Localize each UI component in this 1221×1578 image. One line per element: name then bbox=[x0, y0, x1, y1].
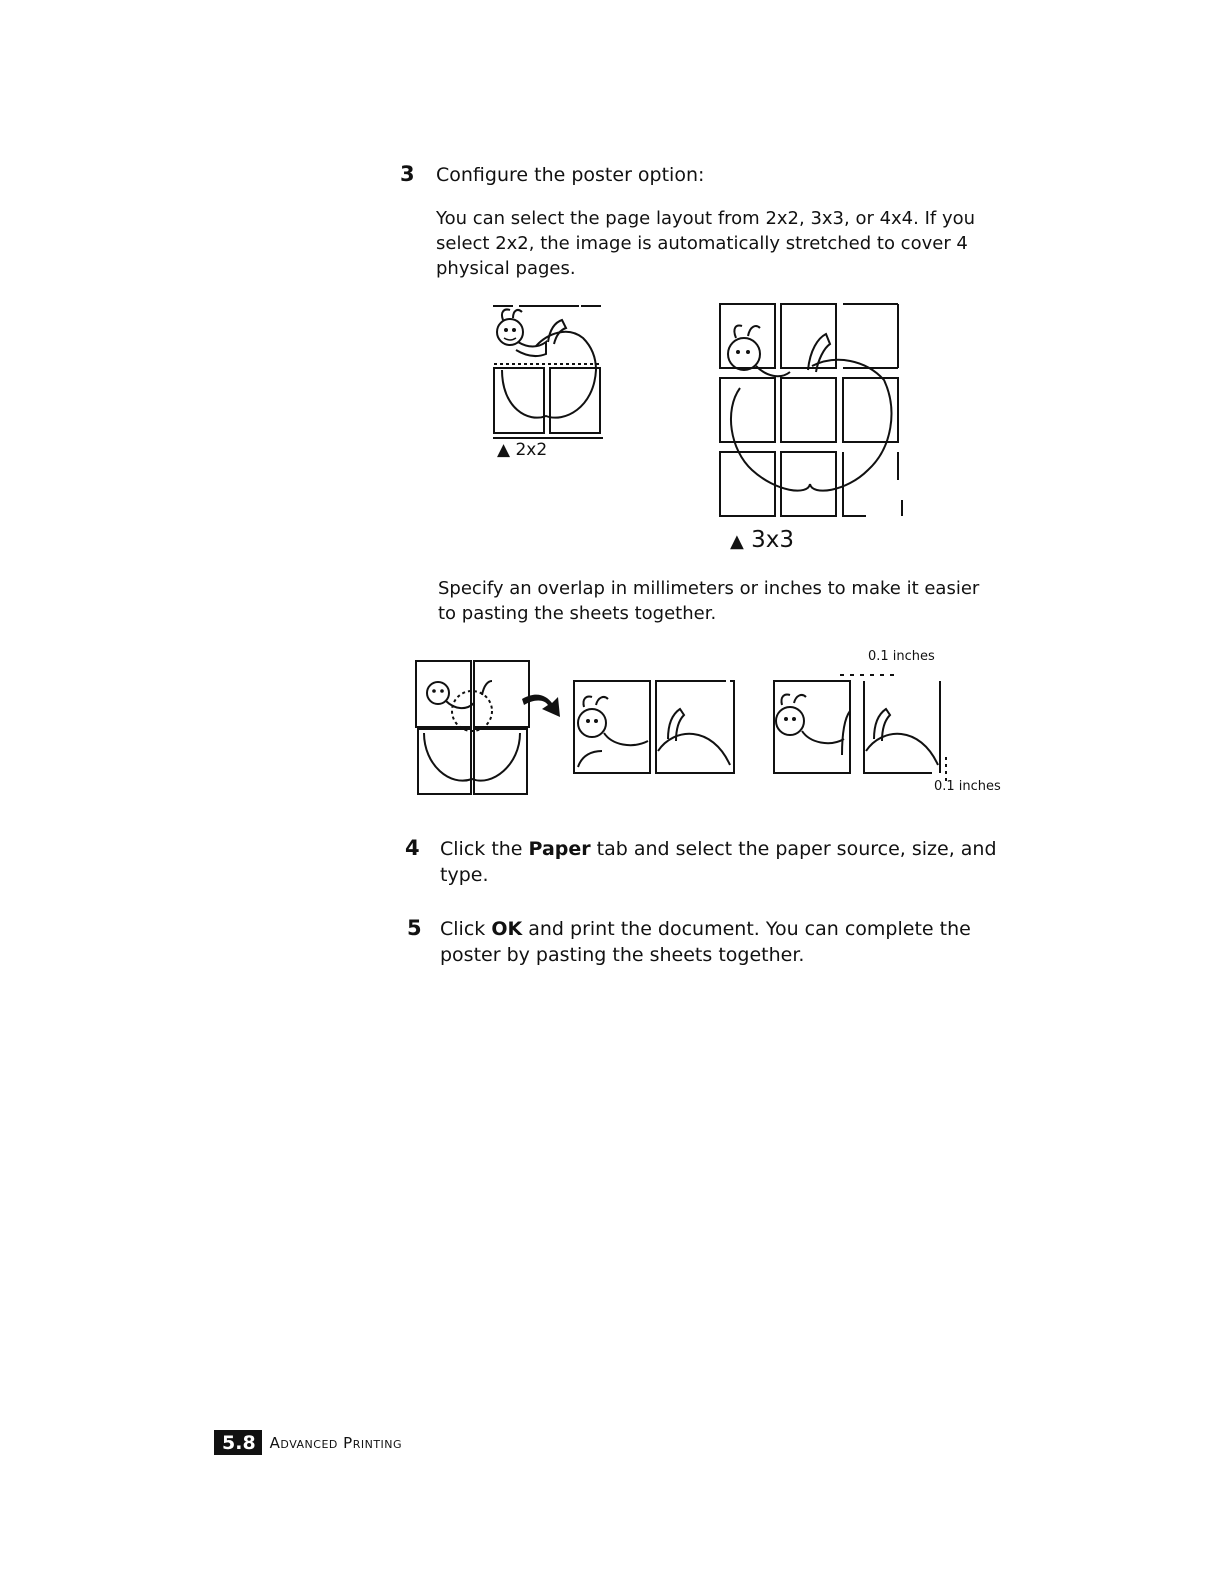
overlap-label-top: 0.1 inches bbox=[868, 649, 935, 664]
paragraph-line: physical pages. bbox=[436, 258, 576, 279]
page-footer bbox=[214, 1430, 402, 1455]
caption-3x3 bbox=[730, 527, 794, 553]
step-4-text-pre: Click the bbox=[440, 838, 529, 860]
step-number-4: 4 bbox=[405, 836, 420, 860]
paragraph-line: select 2x2, the image is automatically stretched to cover 4 bbox=[436, 233, 968, 254]
overlap-label-bottom: 0.1 inches bbox=[934, 779, 1001, 794]
paper-tab-label: Paper bbox=[528, 838, 591, 860]
section-title: Advanced Printing bbox=[269, 1433, 403, 1452]
triangle-up-icon: ▲ bbox=[730, 531, 744, 552]
step-4-text-post: tab and select the paper source, size, and bbox=[590, 838, 997, 860]
step-4-text bbox=[440, 836, 997, 888]
overlap-paragraph bbox=[438, 576, 979, 626]
step-5-text-pre: Click bbox=[440, 918, 492, 940]
ok-button-label: OK bbox=[491, 918, 523, 940]
overlap-figure bbox=[412, 655, 952, 800]
step-3-heading: Configure the poster option: bbox=[436, 164, 705, 186]
caption-2x2 bbox=[497, 440, 547, 460]
caption-2x2-label: 2x2 bbox=[515, 440, 548, 460]
step-number-5: 5 bbox=[407, 916, 422, 940]
paragraph-line: Specify an overlap in millimeters or inches to make it easier bbox=[438, 578, 980, 599]
step-4-line-2: type. bbox=[440, 864, 489, 886]
poster-layout-paragraph bbox=[436, 206, 975, 281]
step-5-text bbox=[440, 916, 971, 968]
triangle-up-icon: ▲ bbox=[497, 440, 511, 460]
paragraph-line: You can select the page layout from 2x2, 3x3, or 4x4. If you bbox=[436, 208, 976, 229]
page-number: 5.8 bbox=[214, 1430, 262, 1455]
step-5-text-post: and print the document. You can complete the bbox=[522, 918, 971, 940]
poster-3x3-figure bbox=[716, 300, 906, 522]
caption-3x3-label: 3x3 bbox=[751, 527, 795, 553]
paragraph-line: to pasting the sheets together. bbox=[438, 603, 717, 624]
poster-2x2-figure bbox=[488, 298, 608, 443]
step-5-line-2: poster by pasting the sheets together. bbox=[440, 944, 805, 966]
step-number-3: 3 bbox=[400, 162, 415, 186]
